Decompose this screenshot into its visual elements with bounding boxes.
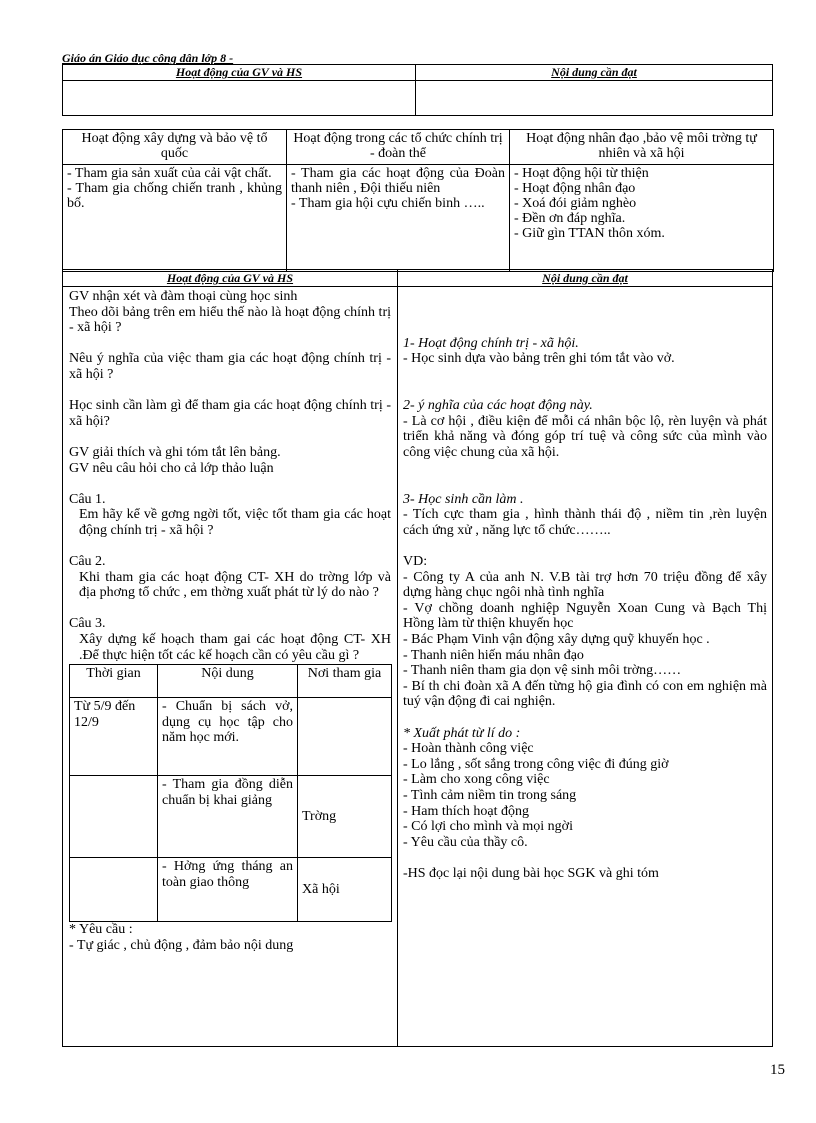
section-text: - Là cơ hội , điều kiện để mỗi cá nhân bộc lộ, rèn luyện và phát triển khả năng và đóng góp trí tuệ và công sức của mình vào công việc chung của xã hội. (403, 413, 767, 460)
column-divider (397, 270, 398, 1046)
activities-header-2: Hoạt động trong các tổ chức chính trị - đoàn thể (287, 130, 510, 165)
header-table (62, 64, 773, 116)
activities-item: - Tham gia sản xuất của cải vật chất. (67, 166, 272, 181)
activities-item: - Xoá đói giảm nghèo (514, 196, 637, 211)
document-header-title: Giáo án Giáo dục công dân lớp 8 - (62, 51, 234, 65)
reason-item: - Ham thích hoạt động (403, 803, 529, 819)
plan-cell-place (298, 698, 392, 776)
example-item: - Thanh niên hiến máu nhân đạo (403, 647, 584, 663)
plan-cell-content: - Chuẩn bị sách vở, dụng cụ học tập cho năm học mới. (158, 698, 298, 776)
main-lesson-table (62, 269, 773, 1047)
text-line: GV giải thích và ghi tóm tắt lên bảng. (69, 444, 281, 460)
activities-cell-2 (287, 165, 510, 272)
question-text: Em hãy kể về gơng ngời tốt, việc tốt tham gia các hoạt động chính trị - xã hội ? (79, 507, 391, 538)
activities-item: - Giữ gìn TTAN thôn xóm. (514, 226, 665, 241)
text-line: Học sinh cần làm gì để tham gia các hoạt động chính trị - xã hội? (69, 398, 391, 429)
activities-item: - Hoạt động nhân đạo (514, 181, 636, 196)
example-label: VD: (403, 554, 428, 570)
example-item: - Bác Phạm Vinh vận động xây dựng quỹ khuyến học . (403, 632, 710, 648)
activities-item: - Hoạt động hội từ thiện (514, 166, 649, 181)
plan-cell-place: Trờng (298, 776, 392, 858)
header-cell-right (416, 81, 773, 116)
section-text: - Tích cực tham gia , hình thành thái độ , niềm tin ,rèn luyện cách ứng xử , năng lực tổ chức…….. (403, 507, 767, 538)
reason-item: - Có lợi cho mình và mọi ngời (403, 819, 573, 835)
reason-item: - Làm cho xong công việc (403, 772, 550, 788)
plan-header-content: Nội dung (158, 665, 298, 698)
activities-header-3: Hoạt động nhân đạo ,bảo vệ môi trờng tự nhiên và xã hội (510, 130, 774, 165)
reason-item: - Hoàn thành công việc (403, 741, 534, 757)
reason-item: - Lo lắng , sốt sắng trong công việc đi đúng giờ (403, 756, 669, 772)
question-label: Câu 1. (69, 491, 106, 507)
section-title: 3- Học sinh cần làm . (403, 491, 524, 507)
header-col-left: Hoạt động của GV và HS (63, 65, 416, 81)
activities-table (62, 129, 774, 272)
closing-text: -HS đọc lại nội dung bài học SGK và ghi tóm (403, 865, 659, 881)
requirement-text: - Tự giác , chủ động , đảm bảo nội dung (69, 937, 294, 953)
main-head-right: Nội dung cần đạt (542, 271, 628, 285)
activities-item: - Tham gia chống chiến tranh , khủng bố. (67, 181, 282, 211)
text-line: Theo dõi bảng trên em hiểu thế nào là hoạt động chính trị - xã hội ? (69, 304, 391, 336)
teacher-student-column (69, 289, 391, 953)
section-text: - Học sinh dựa vào bảng trên ghi tóm tắt vào vở. (403, 351, 675, 367)
header-col-right: Nội dung cần đạt (416, 65, 773, 81)
example-item: - Thanh niên tham gia dọn vệ sinh môi trờng…… (403, 663, 682, 679)
question-text: Xây dựng kế hoạch tham gai các hoạt động CT- XH .Để thực hiện tốt các kế hoạch cần có yêu cầu gì ? (79, 632, 391, 663)
plan-cell-time (70, 858, 158, 922)
text-line: GV nêu câu hỏi cho cả lớp thảo luận (69, 460, 274, 476)
page-number: 15 (770, 1062, 785, 1078)
activities-item: - Đền ơn đáp nghĩa. (514, 211, 626, 226)
plan-cell-place: Xã hội (298, 858, 392, 922)
section-title: 1- Hoạt động chính trị - xã hội. (403, 335, 579, 351)
text-line: Nêu ý nghĩa của việc tham gia các hoạt động chính trị - xã hội ? (69, 351, 391, 382)
plan-header-time: Thời gian (70, 665, 158, 698)
activities-cell-1 (63, 165, 287, 272)
plan-cell-content: - Hởng ứng tháng an toàn giao thông (158, 858, 298, 922)
section-title: 2- ý nghĩa của các hoạt động này. (403, 398, 593, 414)
plan-header-place: Nơi tham gia (298, 665, 392, 698)
activities-cell-3 (510, 165, 774, 272)
header-divider (63, 286, 772, 287)
activities-item: - Tham gia các hoạt động của Đoàn thanh niên , Đội thiếu niên (291, 166, 505, 196)
reason-item: - Tình cảm niềm tin trong sáng (403, 788, 577, 803)
example-item: - Bí th chi đoàn xã A đến từng hộ gia đình có con em nghiện mà tuý vận động đi cai nghiện. (403, 678, 767, 710)
reason-item: - Yêu cầu của thầy cô. (403, 834, 528, 850)
text-line: GV nhận xét và đàm thoại cùng học sinh (69, 289, 298, 304)
reason-title: * Xuất phát từ lí do : (403, 725, 521, 741)
content-column (403, 289, 767, 882)
plan-cell-content: - Tham gia đồng diễn chuẩn bị khai giảng (158, 776, 298, 858)
main-head-left: Hoạt động của GV và HS (166, 271, 294, 285)
question-label: Câu 2. (69, 554, 106, 570)
header-cell-left (63, 81, 416, 116)
activities-header-1: Hoạt động xây dựng và bảo vệ tổ quốc (63, 130, 287, 165)
plan-table (69, 664, 392, 922)
plan-cell-time (70, 776, 158, 858)
activities-item: - Tham gia hội cựu chiến binh ….. (291, 196, 485, 211)
requirement-label: * Yêu cầu : (69, 922, 133, 938)
question-text: Khi tham gia các hoạt động CT- XH do trờng lớp và địa phơng tổ chức , em thờng xuất phát từ lý do nào ? (79, 569, 391, 601)
question-label: Câu 3. (69, 616, 106, 632)
example-item: - Công ty A của anh N. V.B tài trợ hơn 70 triệu đồng để xây dựng hàng chục ngôi nhà tình nghĩa (403, 569, 767, 601)
example-item: - Vợ chồng doanh nghiệp Nguyễn Xoan Cung và Bạch Thị Hồng làm từ thiện khuyến học (403, 600, 767, 632)
plan-cell-time: Từ 5/9 đến 12/9 (70, 698, 158, 776)
